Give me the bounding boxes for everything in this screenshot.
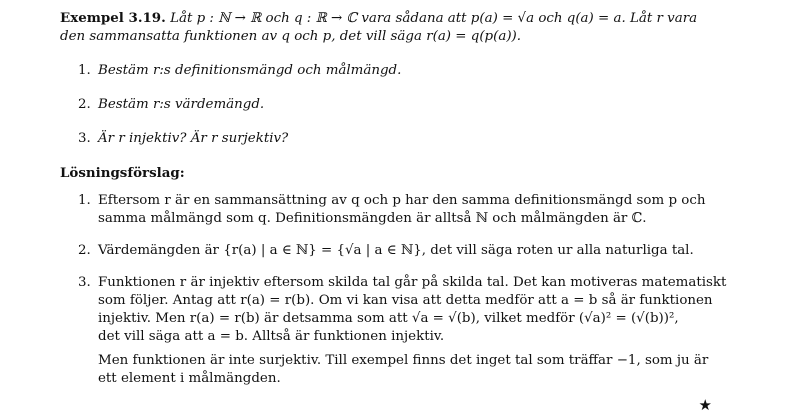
answer-line: ett element i målmängden. — [98, 371, 281, 386]
answer-item — [60, 242, 750, 260]
end-of-proof-star: ★ — [698, 396, 712, 414]
answer-line: Men funktionen är inte surjektiv. Till exempel finns det inget tal som träffar −1, som ju är — [98, 353, 709, 368]
question-text: Bestäm r:s värdemängd. — [98, 97, 265, 112]
answer-extra-paragraph — [98, 352, 750, 388]
answer-number: 3. — [78, 275, 91, 290]
answer-line: samma målmängd som q. Definitionsmängden är alltså ℕ och målmängden är ℂ. — [98, 211, 647, 226]
answer-number: 1. — [78, 193, 91, 208]
page — [60, 9, 750, 402]
answer-text — [98, 274, 750, 388]
answer-line: injektiv. Men r(a) = r(b) är detsamma som att √a = √(b), vilket medför (√a)² = (√(b))², — [98, 311, 679, 326]
question-text: Bestäm r:s definitionsmängd och målmängd. — [98, 63, 402, 78]
question-number: 3. — [78, 131, 91, 146]
question-item — [60, 96, 750, 114]
solution-heading: Lösningsförslag: — [60, 165, 185, 181]
answer-line: Värdemängden är {r(a) | a ∈ ℕ} = {√a | a ∈ ℕ}, det vill säga roten ur alla naturliga tal. — [98, 243, 694, 258]
question-item — [60, 62, 750, 80]
question-text: Är r injektiv? Är r surjektiv? — [98, 131, 289, 146]
question-list — [60, 62, 750, 148]
answer-item — [60, 274, 750, 388]
answer-line: Eftersom r är en sammansättning av q och p har den samma definitionsmängd som p och — [98, 193, 706, 208]
answer-line: Funktionen r är injektiv eftersom skilda tal går på skilda tal. Det kan motiveras matematiskt — [98, 275, 727, 290]
question-item — [60, 130, 750, 148]
example-text-line2: den sammansatta funktionen av q och p, det vill säga r(a) = q(p(a)). — [60, 29, 522, 44]
example-intro — [60, 9, 750, 46]
answer-item — [60, 192, 750, 228]
question-number: 1. — [78, 63, 91, 78]
question-number: 2. — [78, 97, 91, 112]
answer-line: det vill säga att a = b. Alltså är funktionen injektiv. — [98, 329, 445, 344]
answer-line: som följer. Antag att r(a) = r(b). Om vi kan visa att detta medför att a = b så är funktionen — [98, 293, 713, 308]
example-text-line1: Låt p : ℕ → ℝ och q : ℝ → ℂ vara sådana att p(a) = √a och q(a) = a. Låt r vara — [170, 11, 698, 26]
answer-text — [98, 242, 750, 260]
answer-number: 2. — [78, 243, 91, 258]
example-title: Exempel 3.19. — [60, 10, 166, 26]
answer-list — [60, 192, 750, 388]
answer-text — [98, 192, 750, 228]
